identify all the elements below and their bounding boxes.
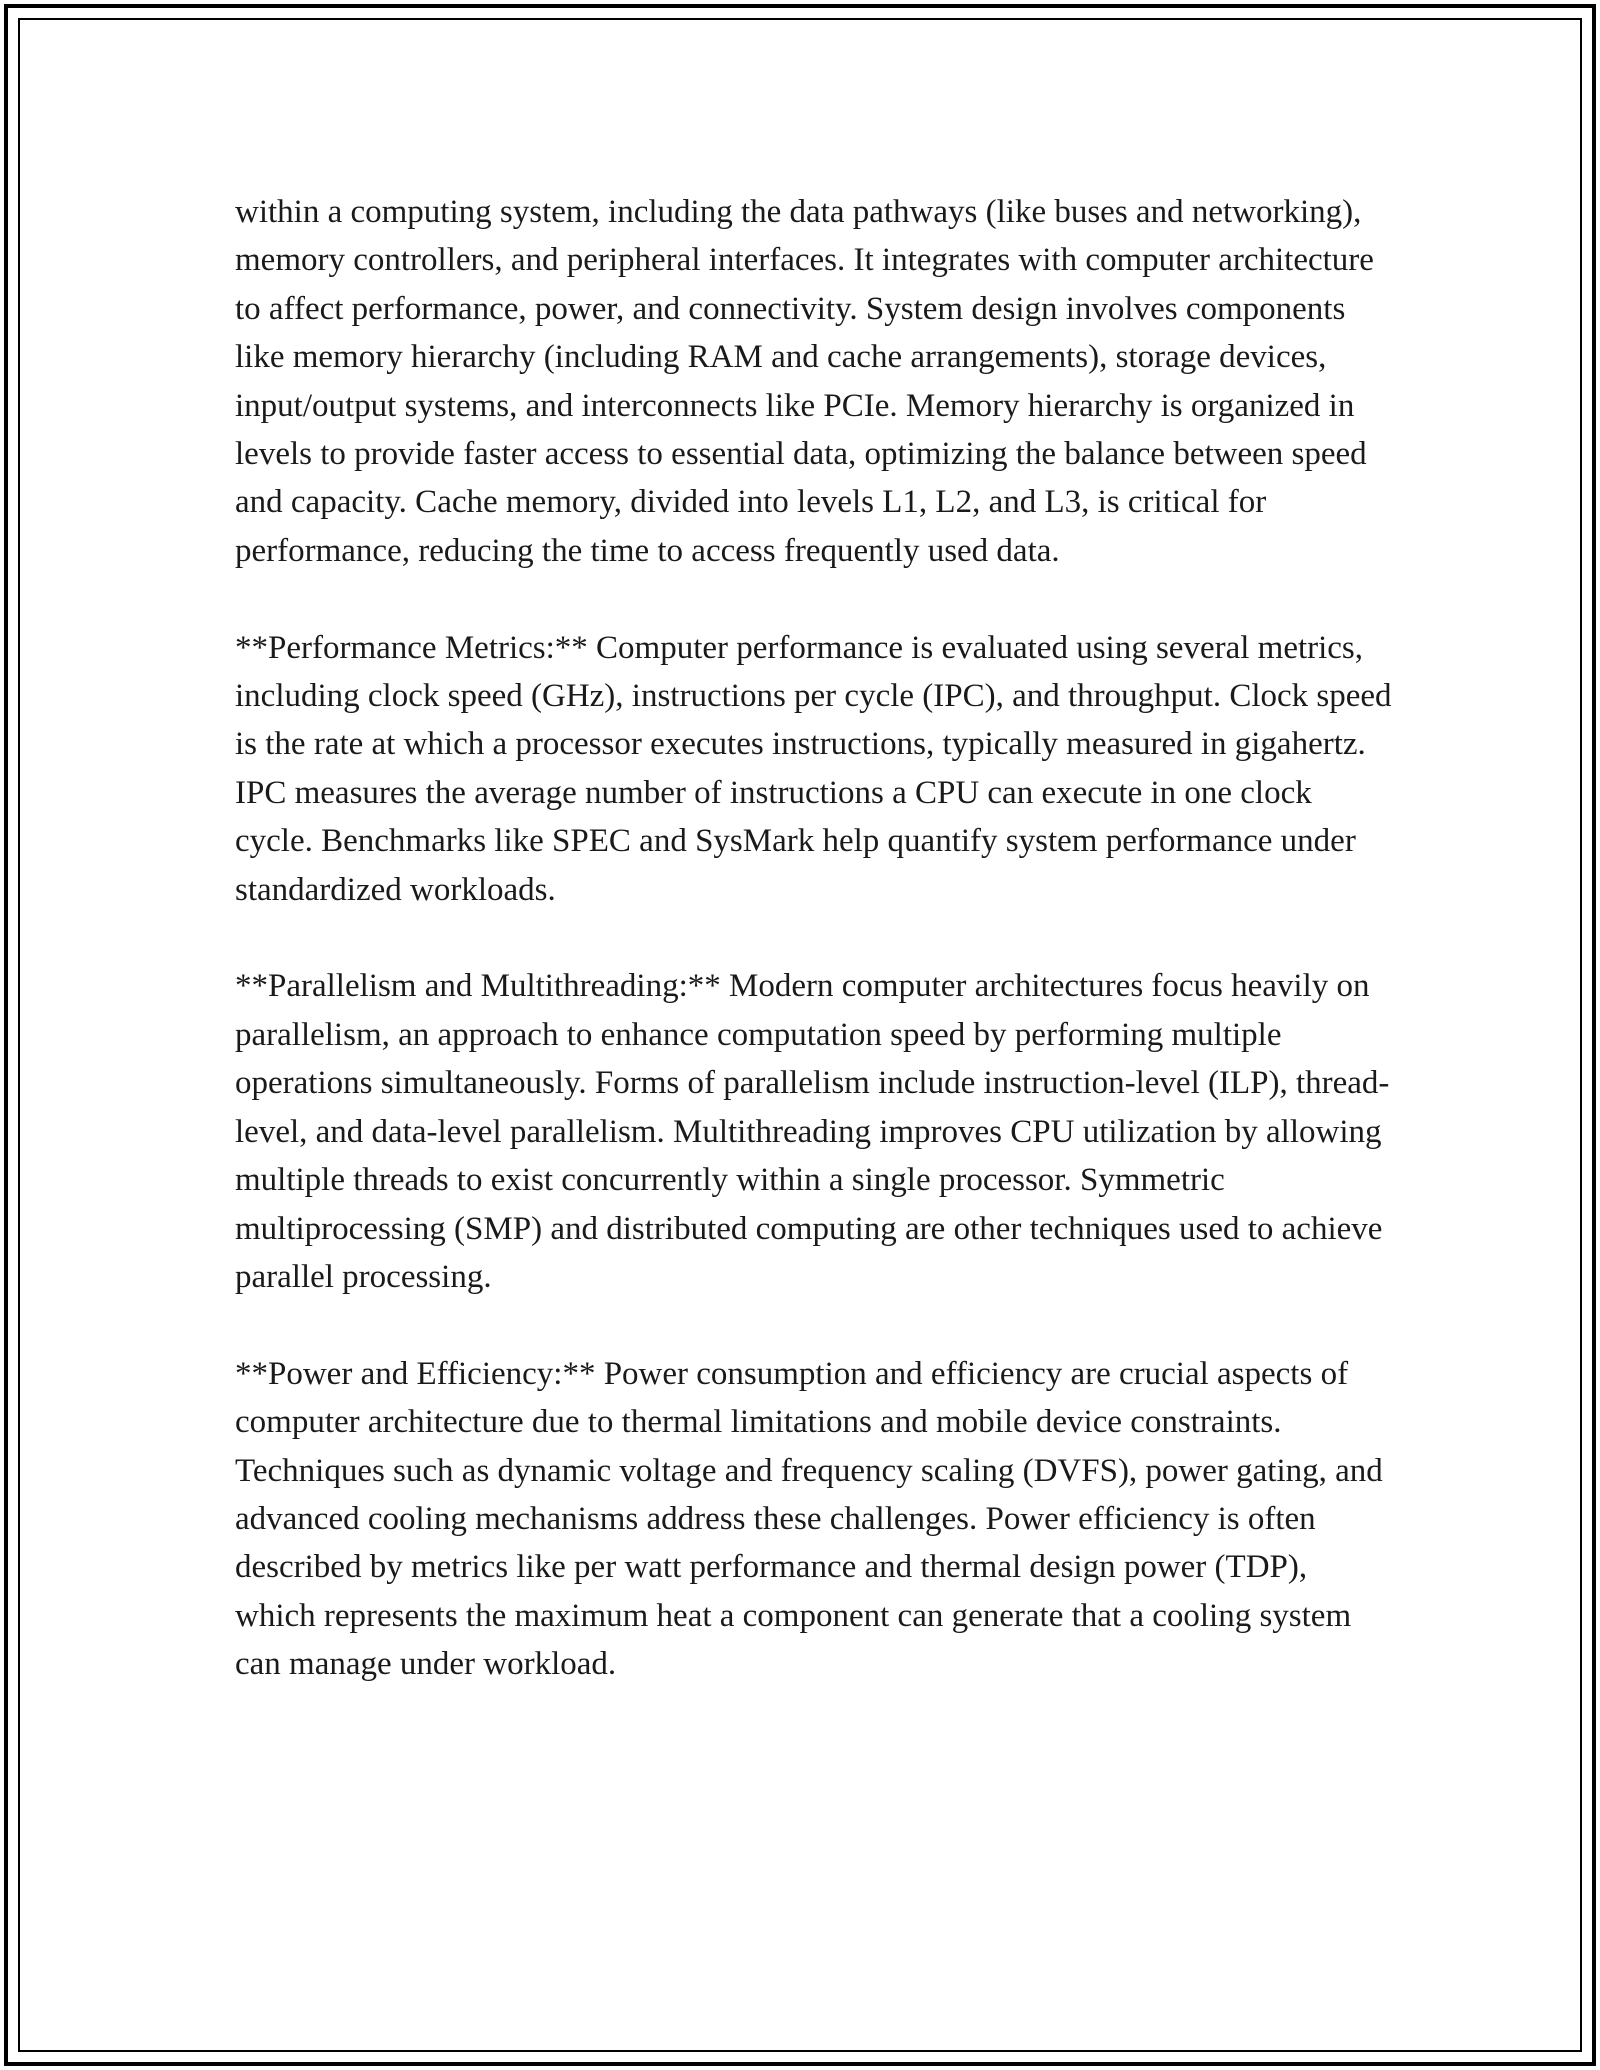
paragraph-parallelism-multithreading: **Parallelism and Multithreading:** Modern computer architectures focus heavily on parallelism, an approach to enhance computation speed by performing multiple operations simultaneously. Forms of parallelism include instruction-level (ILP), thread-level, and data-level parallelism. Multithreading improves CPU utilization by allowing multiple threads to exist concurrently within a single processor. Symmetric multiprocessing (SMP) and distributed computing are other techniques used to achieve parallel processing. [235,968,1390,1295]
paragraph-performance-metrics: **Performance Metrics:** Computer performance is evaluated using several metrics, including clock speed (GHz), instructions per cycle (IPC), and throughput. Clock speed is the rate at which a processor executes instructions, typically measured in gigahertz. IPC measures the average number of instructions a CPU can execute in one clock cycle. Benchmarks like SPEC and SysMark help quantify system performance under standardized workloads. [235,629,1392,908]
paragraph-system-design: within a computing system, including the data pathways (like buses and networking), memory controllers, and peripheral interfaces. It integrates with computer architecture to affect performance, power, and connectivity. System design involves components like memory hierarchy (including RAM and cache arrangements), storage devices, input/output systems, and interconnects like PCIe. Memory hierarchy is organized in levels to provide faster access to essential data, optimizing the balance between speed and capacity. Cache memory, divided into levels L1, L2, and L3, is critical for performance, reducing the time to access frequently used data. [235,194,1374,569]
document-body [235,188,1395,1737]
paragraph-power-efficiency: **Power and Efficiency:** Power consumption and efficiency are crucial aspects of computer architecture due to thermal limitations and mobile device constraints. Techniques such as dynamic voltage and frequency scaling (DVFS), power gating, and advanced cooling mechanisms address these challenges. Power efficiency is often described by metrics like per watt performance and thermal design power (TDP), which represents the maximum heat a component can generate that a cooling system can manage under workload. [235,1355,1383,1683]
